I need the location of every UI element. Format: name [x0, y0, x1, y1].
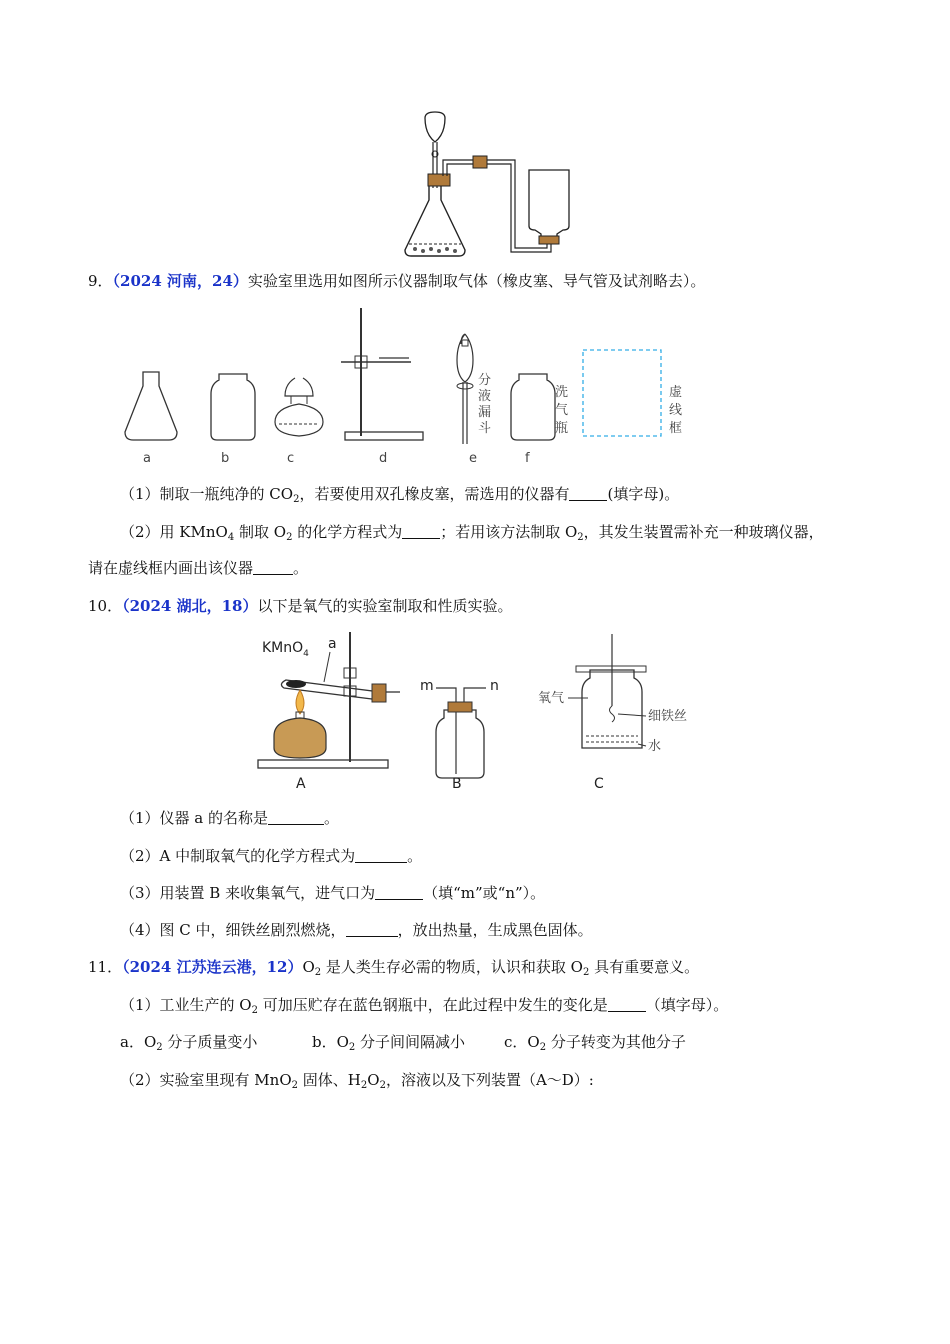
q11-opt-a-text-1: a．O	[120, 1033, 157, 1051]
box-char-1: 虚	[669, 385, 683, 400]
kmno4-label: KMnO$_4$	[262, 640, 309, 659]
wash-char-1: 洗	[555, 385, 569, 400]
q11-option-b	[312, 1032, 465, 1058]
wash-char-3: 瓶	[555, 421, 569, 436]
q10-p1-text-a: （1）仪器 a 的名称是	[120, 809, 269, 827]
q10-p2-text-b: 。	[407, 847, 423, 865]
q11-p1-text-c: （填字母）。	[645, 996, 729, 1014]
answer-blank[interactable]	[608, 997, 646, 1012]
q11-opt-b-text-1: b．O	[312, 1033, 349, 1051]
port-n-label: n	[490, 678, 499, 694]
box-char-2: 线	[669, 403, 683, 418]
q11-stem-text-b: 是人类生存必需的物质，认识和获取 O	[321, 958, 583, 976]
instrument-a-label: a	[328, 636, 337, 652]
fig-label-B: B	[452, 776, 462, 792]
q9-p1-text-c: (填字母)。	[607, 485, 680, 503]
q9-part2	[120, 522, 824, 548]
answer-blank[interactable]	[268, 810, 324, 825]
sub: 2	[379, 1080, 386, 1091]
sub: 2	[251, 1005, 258, 1016]
q9-number: 9．	[88, 272, 113, 290]
q9-p2-text-b: 制取 O	[234, 523, 287, 541]
q9-label-a: a	[143, 451, 151, 466]
q9-label-b: b	[221, 451, 230, 466]
q9-label-c: c	[287, 451, 295, 466]
answer-blank[interactable]	[402, 524, 440, 539]
q9-p2-text-a: （2）用 KMnO	[120, 523, 228, 541]
sub: 4	[227, 532, 235, 543]
q10-part3	[120, 883, 545, 903]
q10-p3-text-a: （3）用装置 B 来收集氧气，进气口为	[120, 884, 376, 902]
q9-p2-text-e: ，其发生装置需补充一种玻璃仪器，	[583, 523, 824, 541]
q10-p3-text-b: （填“m”或“n”）。	[423, 884, 546, 902]
q9-p1-text-a: （1）制取一瓶纯净的 CO	[120, 485, 294, 503]
sub: 2	[156, 1042, 163, 1053]
q9-p2-text-f: 请在虚线框内画出该仪器	[88, 559, 254, 577]
q11-opt-c-text-2: 分子转变为其他分子	[546, 1033, 686, 1051]
q11-opt-a-text-2: 分子质量变小	[162, 1033, 258, 1051]
answer-blank[interactable]	[569, 486, 607, 501]
q11-p2-text-c: O	[367, 1071, 380, 1089]
q11-option-c	[504, 1032, 686, 1058]
q11-opt-c-text-1: c．O	[504, 1033, 540, 1051]
port-m-label: m	[420, 678, 434, 694]
q9-source: （2024 河南，24）	[112, 272, 248, 290]
sub: 2	[293, 494, 300, 505]
q9-p1-text-b: ，若要使用双孔橡皮塞，需选用的仪器有	[299, 485, 570, 503]
q10-p1-text-b: 。	[324, 809, 340, 827]
q11-stem-text-a: O	[302, 958, 315, 976]
q9-p2-text-c: 的化学方程式为	[292, 523, 403, 541]
q11-part1	[120, 995, 728, 1021]
q11-opt-b-text-2: 分子间间隔减小	[355, 1033, 466, 1051]
q9-label-d: d	[379, 451, 388, 466]
q11-p2-text-a: （2）实验室里现有 MnO	[120, 1071, 292, 1089]
funnel-char-2: 液	[478, 389, 492, 404]
q9-label-e: e	[469, 451, 477, 466]
q11-number: 11．	[88, 958, 123, 976]
q11-source: （2024 江苏连云港，12）	[122, 958, 303, 976]
sub: 2	[582, 967, 590, 978]
fig-label-C: C	[594, 776, 604, 792]
q9-p2-text-d: ；若用该方法制取 O	[440, 523, 578, 541]
top-apparatus-figure	[395, 108, 595, 266]
q9-part2-cont	[88, 558, 308, 578]
q11-p1-text-b: 可加压贮存在蓝色钢瓶中，在此过程中发生的变化是	[258, 996, 608, 1014]
q11-p2-text-d: ，溶液以及下列装置（A～D）:	[385, 1071, 594, 1089]
answer-blank[interactable]	[346, 922, 398, 937]
answer-blank[interactable]	[355, 848, 407, 863]
q11-stem	[88, 957, 699, 983]
q10-p2-text-a: （2）A 中制取氧气的化学方程式为	[120, 847, 356, 865]
oxygen-label: 氧气	[538, 691, 565, 706]
q11-part2	[120, 1070, 594, 1096]
sub: 2	[360, 1080, 368, 1091]
iron-wire-label: 细铁丝	[648, 709, 688, 724]
q10-part4	[120, 920, 593, 940]
q11-p1-text-a: （1）工业生产的 O	[120, 996, 252, 1014]
sub: 2	[577, 532, 584, 543]
q11-option-a	[120, 1032, 257, 1058]
wash-char-2: 气	[555, 403, 569, 418]
answer-blank[interactable]	[253, 560, 293, 575]
q10-p4-text-a: （4）图 C 中，细铁丝剧烈燃烧，	[120, 921, 346, 939]
q9-instruments-figure	[115, 300, 705, 472]
q10-stem	[88, 596, 512, 616]
q9-part1	[120, 484, 679, 510]
fig-label-A: A	[296, 776, 306, 792]
q11-p2-text-b: 固体、H	[298, 1071, 361, 1089]
funnel-char-4: 斗	[478, 421, 492, 436]
answer-blank[interactable]	[375, 885, 423, 900]
sub: 2	[539, 1042, 547, 1053]
funnel-char-3: 漏	[478, 405, 492, 420]
q10-part1	[120, 808, 339, 828]
sub: 2	[348, 1042, 356, 1053]
q11-stem-text-c: 具有重要意义。	[589, 958, 700, 976]
q10-apparatus-figure	[250, 626, 710, 796]
q10-stem-text: 以下是氧气的实验室制取和性质实验。	[257, 597, 513, 615]
q10-p4-text-b: ，放出热量，生成黑色固体。	[397, 921, 593, 939]
q10-part2	[120, 846, 422, 866]
sub: 2	[314, 967, 322, 978]
sub: 2	[286, 532, 293, 543]
q9-stem	[88, 271, 705, 291]
water-label: 水	[648, 739, 662, 754]
q9-stem-text: 实验室里选用如图所示仪器制取气体（橡皮塞、导气管及试剂略去）。	[247, 272, 706, 290]
sub: 2	[291, 1080, 299, 1091]
q10-source: （2024 湖北，18）	[122, 597, 258, 615]
q10-number: 10．	[88, 597, 123, 615]
box-char-3: 框	[669, 421, 683, 436]
q9-label-f: f	[525, 451, 530, 466]
funnel-char-1: 分	[478, 373, 492, 388]
q9-p2-text-g: 。	[293, 559, 309, 577]
